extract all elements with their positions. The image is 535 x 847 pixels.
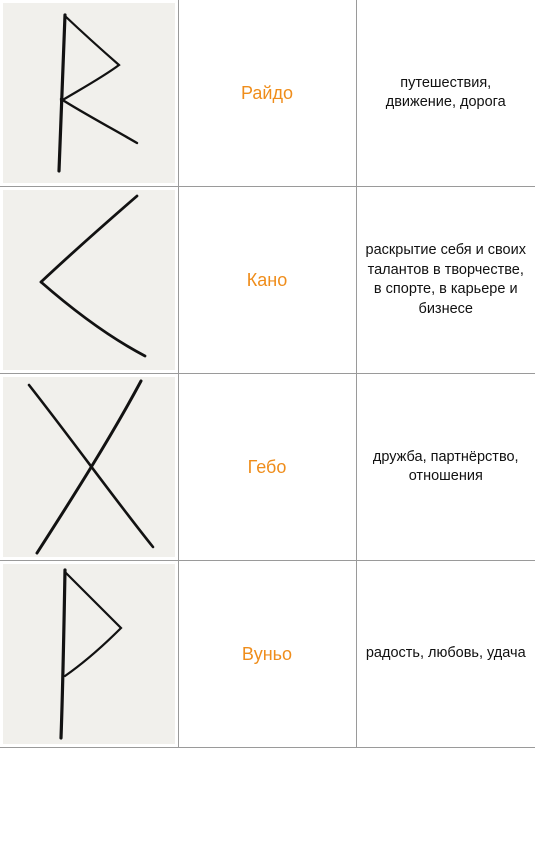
rune-meaning-cell [356, 561, 535, 748]
rune-image-cell [0, 561, 178, 748]
table-row [0, 561, 535, 748]
rune-meaning-cell [356, 374, 535, 561]
rune-meaning-cell [356, 0, 535, 187]
rune-name-cell [178, 374, 356, 561]
rune-name: Райдо [241, 82, 293, 103]
rune-meaning: радость, любовь, удача [365, 645, 526, 662]
rune-meaning-cell [356, 187, 535, 374]
rune-image-cell [0, 374, 178, 561]
rune-name: Вуньо [241, 643, 293, 664]
wunjo-rune-icon [3, 564, 175, 744]
rune-name-cell [178, 0, 356, 187]
rune-name-cell [178, 561, 356, 748]
table-row [0, 374, 535, 561]
kano-rune-icon [3, 190, 175, 370]
rune-image-cell [0, 187, 178, 374]
table-row [0, 0, 535, 187]
rune-name: Гебо [247, 456, 287, 477]
rune-name-cell [178, 187, 356, 374]
rune-meaning: раскрытие себя и своих талантов в творчестве, в спорте, в карьере и бизнесе [365, 242, 526, 317]
rune-meaning: путешествия, движение, дорога [385, 74, 506, 110]
gebo-rune-icon [3, 377, 175, 557]
rune-name: Кано [246, 269, 288, 290]
rune-image-cell [0, 0, 178, 187]
raido-rune-icon [3, 3, 175, 183]
table-row [0, 187, 535, 374]
rune-meaning: дружба, партнёрство, отношения [372, 448, 519, 484]
